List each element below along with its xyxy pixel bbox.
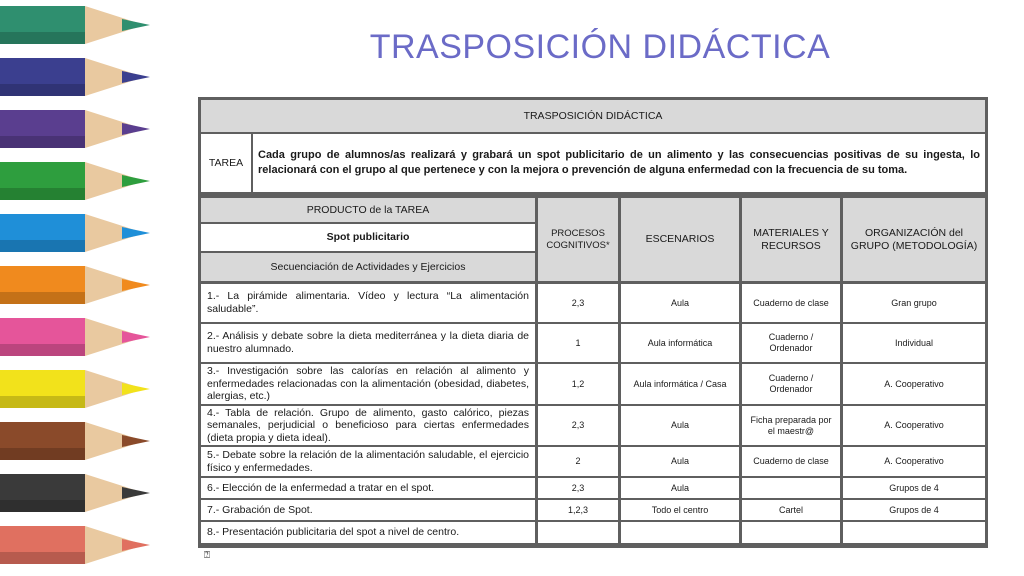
- escenarios-cell: Aula: [621, 406, 739, 445]
- materiales-cell: [742, 478, 840, 498]
- organizacion-cell: [843, 522, 985, 543]
- materiales-cell: Ficha preparada por el maestr@: [742, 406, 840, 445]
- footnote-glyph: ⍰: [204, 550, 210, 561]
- pencil: [0, 318, 150, 356]
- materiales-cell: Cuaderno de clase: [742, 447, 840, 476]
- tarea-label: TAREA: [201, 134, 251, 192]
- organizacion-cell: A. Cooperativo: [843, 406, 985, 445]
- colored-pencils-image: [0, 0, 175, 576]
- materiales-cell: Cuaderno / Ordenador: [742, 324, 840, 362]
- escenarios-cell: Aula informática / Casa: [621, 364, 739, 404]
- pencil: [0, 58, 150, 96]
- procesos-cell: 1: [538, 324, 618, 362]
- pencil: [0, 266, 150, 304]
- procesos-cell: 1,2,3: [538, 500, 618, 520]
- tarea-description: Cada grupo de alumnos/as realizará y grabará un spot publicitario de un alimento y las consecuencias positivas de su ingesta, lo relacionará con el grupo al que pertenece y con la mejora o prevención de alguna enfermedad con la frecuencia de su toma.: [253, 134, 985, 192]
- col-header-procesos: PROCESOS COGNITIVOS*: [538, 198, 618, 281]
- activity-cell: 7.- Grabación de Spot.: [201, 500, 535, 520]
- activity-cell: 2.- Análisis y debate sobre la dieta mediterránea y la dieta diaria de nuestro alumnado.: [201, 324, 535, 362]
- procesos-cell: 2,3: [538, 406, 618, 445]
- procesos-cell: 2: [538, 447, 618, 476]
- activity-cell: 3.- Investigación sobre las calorías en relación al alimento y enfermedades relacionadas con la alimentación (obesidad, diabetes, alergias, etc.): [201, 364, 535, 404]
- escenarios-cell: Aula informática: [621, 324, 739, 362]
- escenarios-cell: Aula: [621, 447, 739, 476]
- activity-cell: 1.- La pirámide alimentaria. Vídeo y lectura “La alimentación saludable”.: [201, 284, 535, 322]
- organizacion-cell: Gran grupo: [843, 284, 985, 322]
- col-header-materiales: MATERIALES Y RECURSOS: [742, 198, 840, 281]
- activity-cell: 8.- Presentación publicitaria del spot a nivel de centro.: [201, 522, 535, 543]
- pencil: [0, 526, 150, 564]
- organizacion-cell: Grupos de 4: [843, 478, 985, 498]
- activity-cell: 5.- Debate sobre la relación de la alimentación saludable, el ejercicio físico y enfermedades.: [201, 447, 535, 476]
- materiales-cell: Cartel: [742, 500, 840, 520]
- escenarios-cell: [621, 522, 739, 543]
- organizacion-cell: Individual: [843, 324, 985, 362]
- secuenciacion-label: Secuenciación de Actividades y Ejercicios: [201, 253, 535, 281]
- pencil: [0, 474, 150, 512]
- pencil: [0, 110, 150, 148]
- col-header-escenarios: ESCENARIOS: [621, 198, 739, 281]
- materiales-cell: [742, 522, 840, 543]
- pencil: [0, 214, 150, 252]
- didactic-table: [198, 97, 988, 548]
- slide-title: TRASPOSICIÓN DIDÁCTICA: [369, 28, 831, 66]
- table-header: TRASPOSICIÓN DIDÁCTICA: [201, 100, 985, 132]
- producto-value: Spot publicitario: [201, 224, 535, 251]
- organizacion-cell: A. Cooperativo: [843, 447, 985, 476]
- procesos-cell: 1,2: [538, 364, 618, 404]
- escenarios-cell: Todo el centro: [621, 500, 739, 520]
- organizacion-cell: Grupos de 4: [843, 500, 985, 520]
- producto-label: PRODUCTO de la TAREA: [201, 198, 535, 222]
- activity-cell: 4.- Tabla de relación. Grupo de alimento, gasto calórico, piezas semanales, perjudicial o beneficioso para ciertas enfermedades (dieta propia y dieta ideal).: [201, 406, 535, 445]
- procesos-cell: 2,3: [538, 478, 618, 498]
- activity-cell: 6.- Elección de la enfermedad a tratar en el spot.: [201, 478, 535, 498]
- procesos-cell: 2,3: [538, 284, 618, 322]
- escenarios-cell: Aula: [621, 478, 739, 498]
- procesos-cell: [538, 522, 618, 543]
- pencil: [0, 422, 150, 460]
- materiales-cell: Cuaderno de clase: [742, 284, 840, 322]
- organizacion-cell: A. Cooperativo: [843, 364, 985, 404]
- pencil: [0, 370, 150, 408]
- escenarios-cell: Aula: [621, 284, 739, 322]
- materiales-cell: Cuaderno / Ordenador: [742, 364, 840, 404]
- pencil: [0, 162, 150, 200]
- pencil: [0, 6, 150, 44]
- col-header-organizacion: ORGANIZACIÓN del GRUPO (METODOLOGÍA): [843, 198, 985, 281]
